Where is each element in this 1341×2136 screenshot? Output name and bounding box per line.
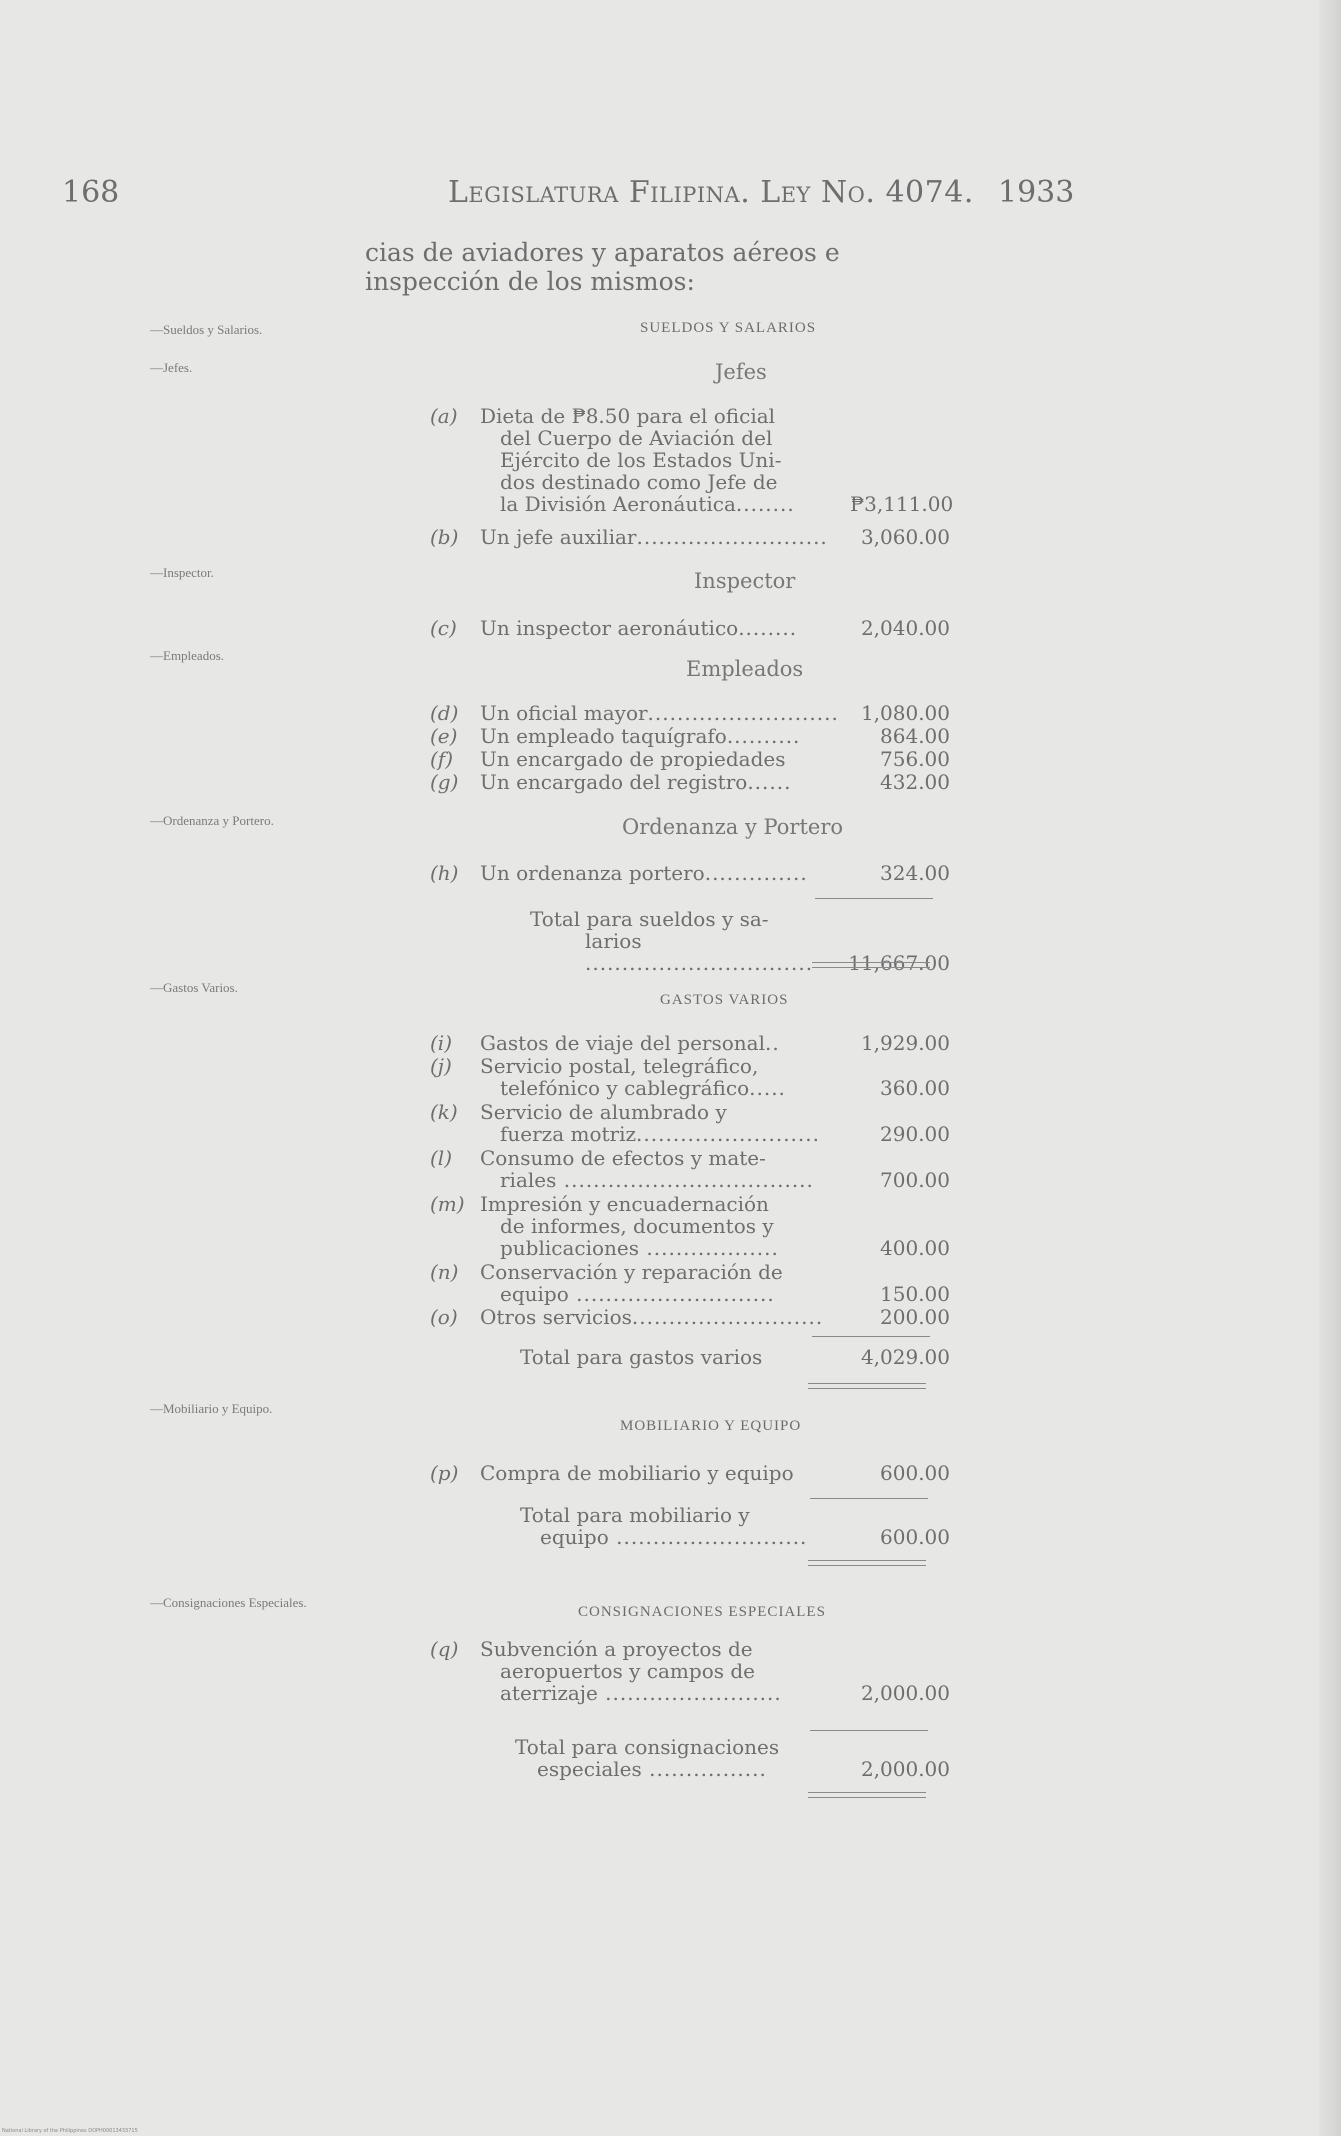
item-n-line1: Conservación y reparación de [480, 1260, 783, 1284]
section-consignaciones: CONSIGNACIONES ESPECIALES [578, 1604, 826, 1620]
total-sueldos: Total para sueldos y sa- larios ............................... 11,667.00 [530, 907, 950, 975]
subtotal-rule [815, 898, 933, 899]
item-m-line1: Impresión y encuadernación [480, 1192, 769, 1216]
header-year: 1933 [998, 175, 1075, 210]
item-j-line2: telefónico y cablegráfico [500, 1076, 750, 1100]
subtotal-rule [810, 1498, 928, 1499]
total-mobiliario-line1: Total para mobiliario y [520, 1503, 750, 1527]
item-e-text: Un empleado taquígrafo [480, 724, 727, 748]
item-letter: (k) [430, 1100, 458, 1124]
total-gastos-amount: 4,029.00 [860, 1345, 950, 1369]
item-a-amount: ₱3,111.00 [850, 492, 954, 516]
total-sueldos-line2: larios [585, 929, 642, 953]
total-gastos [420, 1346, 950, 1368]
item-c-amount: 2,040.00 [860, 616, 950, 640]
item-letter: (o) [430, 1305, 458, 1329]
subtotal-rule [812, 1336, 930, 1337]
margin-note-ordenanza: —Ordenanza y Portero. [150, 813, 274, 828]
item-g-text: Un encargado del registro [480, 770, 748, 794]
item-c: (c) Un inspector aeronáutico........ 2,040.00 [430, 616, 950, 640]
item-letter: (d) [430, 701, 459, 725]
item-q-line2: aeropuertos y campos de [500, 1659, 755, 1683]
item-p-text: Compra de mobiliario y equipo [480, 1461, 794, 1485]
item-f-amount: 756.00 [880, 747, 950, 771]
item-letter: (q) [430, 1637, 459, 1661]
item-e-amount: 864.00 [880, 724, 950, 748]
item-letter: (c) [430, 616, 457, 640]
item-q-amount: 2,000.00 [860, 1681, 950, 1705]
item-i-amount: 1,929.00 [860, 1031, 950, 1055]
item-letter: (h) [430, 861, 459, 885]
item-p-amount: 600.00 [880, 1461, 950, 1485]
margin-note-gastos: —Gastos Varios. [150, 980, 238, 995]
running-header [62, 175, 1075, 215]
item-m: (m) Impresión y encuadernación de informes, documentos y publicaciones .................. 400.00 [430, 1192, 950, 1260]
total-sueldos-line1: Total para sueldos y sa- [530, 907, 769, 931]
item-j-amount: 360.00 [880, 1076, 950, 1100]
item-i: (i) Gastos de viaje del personal.. 1,929.00 [430, 1031, 950, 1055]
item-a-line5: la División Aeronáutica [500, 492, 736, 516]
item-o: (o) Otros servicios.......................... 200.00 [430, 1305, 950, 1329]
item-d-text: Un oficial mayor [480, 701, 648, 725]
margin-note-jefes: —Jefes. [150, 360, 193, 375]
item-f-text: Un encargado de propiedades [480, 747, 786, 771]
item-letter: (p) [430, 1461, 459, 1485]
total-consignaciones-amount: 2,000.00 [860, 1757, 950, 1781]
margin-note-consignaciones: —Consignaciones Especiales. [150, 1595, 307, 1610]
item-o-text: Otros servicios [480, 1305, 632, 1329]
item-k-line1: Servicio de alumbrado y [480, 1100, 727, 1124]
item-letter: (n) [430, 1260, 459, 1284]
subhead-ordenanza: Ordenanza y Portero [622, 815, 844, 839]
item-p [420, 1462, 950, 1484]
total-mobiliario-line2: equipo [540, 1525, 609, 1549]
item-b-text: Un jefe auxiliar [480, 525, 637, 549]
item-k-amount: 290.00 [880, 1122, 950, 1146]
margin-note-sueldos: —Sueldos y Salarios. [150, 322, 263, 337]
item-n-line2: equipo [500, 1282, 569, 1306]
subtotal-rule [810, 1730, 928, 1731]
item-letter: (l) [430, 1146, 453, 1170]
item-a: (a) Dieta de ₱8.50 para el oficial del Cuerpo de Aviación del Ejército de los Estados Uni- dos destinado como Jefe de la División Aeronáutica........ ₱3,111.00 [430, 404, 954, 516]
item-h: (h) Un ordenanza portero.............. 324.00 [430, 861, 950, 885]
margin-note-inspector: —Inspector. [150, 565, 214, 580]
item-a-line2: del Cuerpo de Aviación del [500, 426, 773, 450]
item-letter: (j) [430, 1054, 452, 1078]
total-consignaciones-line2: especiales [537, 1757, 642, 1781]
item-letter: (b) [430, 525, 459, 549]
page-number: 168 [62, 175, 120, 210]
item-k: (k) Servicio de alumbrado y fuerza motriz......................... 290.00 [430, 1100, 950, 1146]
double-rule [808, 1560, 926, 1566]
double-rule [808, 1792, 926, 1798]
subhead-inspector: Inspector [694, 569, 796, 593]
item-j-line1: Servicio postal, telegráfico, [480, 1054, 759, 1078]
item-l: (l) Consumo de efectos y mate- riales .................................. 700.00 [430, 1146, 950, 1192]
item-o-amount: 200.00 [880, 1305, 950, 1329]
item-l-amount: 700.00 [880, 1168, 950, 1192]
item-k-line2: fuerza motriz [500, 1122, 637, 1146]
item-l-line1: Consumo de efectos y mate- [480, 1146, 766, 1170]
subhead-empleados: Empleados [686, 657, 804, 681]
library-footer: National Library of the Philippines DOPH00013433715 [2, 2128, 138, 2134]
intro-text: cias de aviadores y aparatos aéreos e inspección de los mismos: [365, 238, 840, 296]
item-q-line3: aterrizaje [500, 1681, 598, 1705]
total-gastos-text: Total para gastos varios [520, 1345, 763, 1369]
item-m-amount: 400.00 [880, 1236, 950, 1260]
item-n-amount: 150.00 [880, 1282, 950, 1306]
item-d-amount: 1,080.00 [860, 701, 950, 725]
total-consignaciones: Total para consignaciones especiales ................ 2,000.00 [515, 1735, 950, 1781]
total-mobiliario-amount: 600.00 [880, 1525, 950, 1549]
subhead-jefes: Jefes [715, 360, 767, 384]
double-rule [808, 1383, 926, 1389]
item-g-amount: 432.00 [880, 770, 950, 794]
item-q: (q) Subvención a proyectos de aeropuertos y campos de aterrizaje ........................ 2,000.00 [430, 1637, 950, 1705]
item-l-line2: riales [500, 1168, 557, 1192]
item-letter: (e) [430, 724, 458, 748]
total-sueldos-amount: 11,667.00 [848, 951, 950, 975]
item-letter: (f) [430, 747, 454, 771]
margin-note-empleados: —Empleados. [150, 648, 225, 663]
double-rule [812, 962, 930, 968]
item-i-text: Gastos de viaje del personal [480, 1031, 765, 1055]
item-letter: (a) [430, 404, 458, 428]
section-mobiliario: MOBILIARIO Y EQUIPO [620, 1418, 802, 1434]
item-e: (e) Un empleado taquígrafo.......... 864.00 [430, 724, 950, 748]
item-g: (g) Un encargado del registro...... 432.00 [430, 770, 950, 794]
item-q-line1: Subvención a proyectos de [480, 1637, 753, 1661]
item-letter: (i) [430, 1031, 453, 1055]
page-edge [1319, 0, 1341, 2136]
item-f [420, 748, 950, 770]
item-m-line3: publicaciones [500, 1236, 640, 1260]
item-h-text: Un ordenanza portero [480, 861, 705, 885]
running-title: Legislatura Filipina. Ley No. 4074. [448, 175, 974, 210]
margin-note-mobiliario: —Mobiliario y Equipo. [150, 1401, 273, 1416]
section-sueldos: SUELDOS Y SALARIOS [640, 320, 817, 336]
item-d: (d) Un oficial mayor.......................... 1,080.00 [430, 701, 950, 725]
item-b-amount: 3,060.00 [860, 525, 950, 549]
section-gastos: GASTOS VARIOS [660, 992, 789, 1008]
item-letter: (g) [430, 770, 459, 794]
total-consignaciones-line1: Total para consignaciones [515, 1735, 780, 1759]
item-h-amount: 324.00 [880, 861, 950, 885]
item-j: (j) Servicio postal, telegráfico, telefónico y cablegráfico..... 360.00 [430, 1054, 950, 1100]
item-letter: (m) [430, 1192, 465, 1216]
item-n: (n) Conservación y reparación de equipo ........................... 150.00 [430, 1260, 950, 1306]
item-a-line4: dos destinado como Jefe de [500, 470, 778, 494]
item-m-line2: de informes, documentos y [500, 1214, 774, 1238]
item-c-text: Un inspector aeronáutico [480, 616, 739, 640]
total-mobiliario: Total para mobiliario y equipo .......................... 600.00 [520, 1503, 950, 1549]
item-b: (b) Un jefe auxiliar.......................... 3,060.00 [430, 525, 950, 549]
item-a-line1: Dieta de ₱8.50 para el oficial [480, 404, 776, 428]
item-a-line3: Ejército de los Estados Uni- [500, 448, 782, 472]
